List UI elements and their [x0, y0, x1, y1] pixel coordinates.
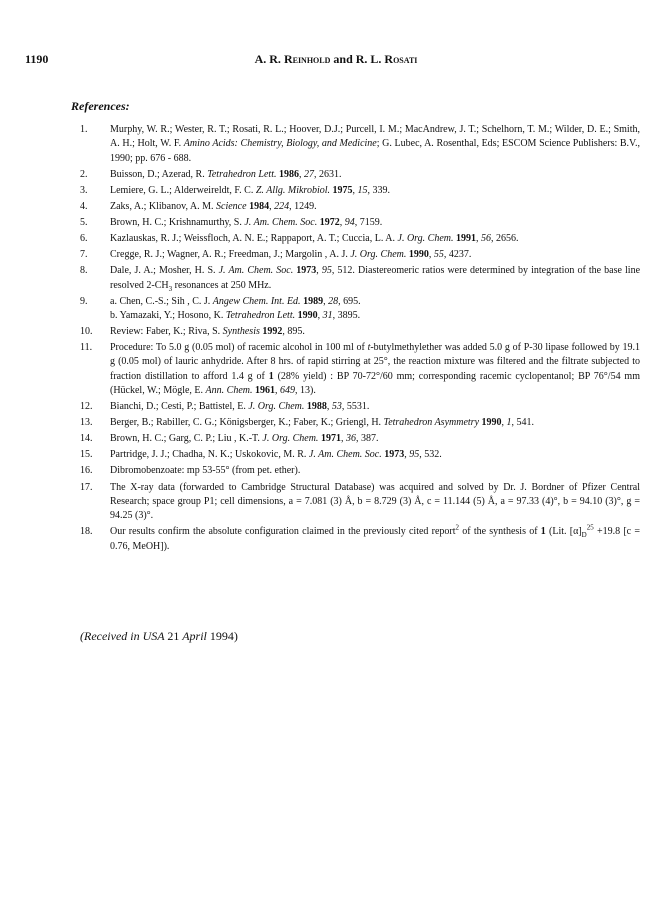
running-head-prefix: A. R.	[254, 52, 284, 66]
reference-14	[80, 432, 640, 446]
reference-6	[80, 232, 640, 246]
reference-text: Dale, J. A.; Mosher, H. S. J. Am. Chem. Soc. 1973, 95, 512. Diastereomeric ratios were determined by integration of the base line resolved $2-CH_3$ resonances at 250 MHz.	[110, 265, 641, 293]
reference-number: 6.	[80, 233, 88, 245]
reference-text: Zaks, A.; Klibanov, A. M. Science 1984, 224, 1249.	[110, 200, 317, 212]
reference-4	[80, 200, 640, 214]
reference-9a: a. Chen, C.-S.; Sih , C. J. Angew Chem. Int. Ed. 1989, 28, 695.	[110, 295, 361, 307]
reference-text: Partridge, J. J.; Chadha, N. K.; Uskokovic, M. R. J. Am. Chem. Soc. 1973, 95, 532.	[110, 449, 442, 461]
reference-number: 17.	[80, 481, 93, 493]
reference-number: 14.	[80, 433, 93, 445]
reference-text: Murphy, W. R.; Wester, R. T.; Rosati, R. L.; Hoover, D.J.; Purcell, I. M.; MacAndrew, J. T.; Schelhorn, T. M.; Wilder, D. E.; Smith, A. H.; Holt, W. F. Amino Acids: Chemistry, Biology, and Medicine; G. Lubec, A. Rosenthal, Eds; ESCOM Science Publishers: B.V., 1990; pp. 676 - 688.	[110, 124, 640, 164]
reference-18	[80, 525, 640, 554]
reference-number: 15.	[80, 449, 93, 461]
reference-5	[80, 216, 640, 230]
reference-number: 8.	[80, 265, 88, 277]
reference-text: Berger, B.; Rabiller, C. G.; Königsberger, K.; Faber, K.; Griengl, H. Tetrahedron Asymmetry 1990, 1, 541.	[110, 417, 535, 429]
reference-number: 2.	[80, 168, 88, 180]
reference-number: 12.	[80, 401, 93, 413]
reference-text: Lemiere, G. L.; Alderweireldt, F. C. Z. Allg. Mikrobiol. 1975, 15, 339.	[110, 184, 391, 196]
reference-text: Kazlauskas, R. J.; Weissfloch, A. N. E.; Rappaport, A. T.; Cuccia, L. A. J. Org. Chem. 1991, 56, 2656.	[110, 233, 519, 245]
reference-number: 18.	[80, 526, 93, 538]
reference-15	[80, 448, 640, 462]
reference-text: Our results confirm the absolute configuration claimed in the previously cited report$^2$ of the synthesis of 1 (Lit. $[\alpha]_D^{25} +19.8$ [c = 0.76, MeOH]).	[110, 523, 640, 552]
reference-text	[110, 295, 640, 324]
reference-number: 9.	[80, 295, 88, 307]
running-head	[0, 52, 672, 67]
reference-number: 13.	[80, 417, 93, 429]
references-list	[80, 123, 640, 556]
reference-number: 3.	[80, 184, 88, 196]
reference-text: Review: Faber, K.; Riva, S. Synthesis 1992, 895.	[110, 326, 305, 338]
reference-number: 1.	[80, 124, 88, 135]
reference-text: Buisson, D.; Azerad, R. Tetrahedron Lett. 1986, 27, 2631.	[110, 168, 342, 180]
reference-number: 7.	[80, 249, 88, 261]
reference-13	[80, 416, 640, 430]
reference-16	[80, 464, 640, 478]
reference-number: 5.	[80, 216, 88, 228]
reference-17	[80, 481, 640, 524]
reference-number: 10.	[80, 326, 93, 338]
reference-text: Dibromobenzoate: mp 53-55° (from pet. ether).	[110, 465, 301, 477]
reference-12	[80, 400, 640, 414]
reference-text: Bianchi, D.; Cesti, P.; Battistel, E. J. Org. Chem. 1988, 53, 5531.	[110, 401, 370, 413]
reference-text: Procedure: To 5.0 g (0.05 mol) of racemic alcohol in 100 ml of t-butylmethylether was added 5.0 g of P-30 lipase followed by 19.1 g (0.05 mol) of lauric anhydride. After 8 hrs. of rapid stirring at 25°, the reaction mixture was filtered and the filtrate subjected to fraction distillation to afford 1.4 g of 1 (28% yield) : BP 70-72°/60 mm; corresponding racemic cyclopentanol; BP 76°/54 mm (Hückel, W.; Mögle, E. Ann. Chem. 1961, 649, 13).	[110, 342, 640, 397]
reference-text: The X-ray data (forwarded to Cambridge Structural Database) was acquired and solved by Dr. J. Bordner of Pfizer Central Research; space group P1; cell dimensions, a = 7.081 (3) Å, b = 8.729 (3) Å, c = 11.144 (5) Å, a = 97.33 (4)°, b = 94.10 (3)°, g = 94.25 (3)°.	[110, 481, 640, 522]
reference-2	[80, 168, 640, 182]
reference-number: 16.	[80, 465, 93, 477]
reference-3	[80, 184, 640, 198]
author-reinhold: Reinhold	[283, 52, 331, 66]
reference-text: Cregge, R. J.; Wagner, A. R.; Freedman, J.; Margolin , A. J. J. Org. Chem. 1990, 55, 4237.	[110, 249, 472, 261]
reference-8	[80, 264, 640, 293]
reference-text: Brown, H. C.; Garg, C. P.; Liu , K.-T. J. Org. Chem. 1971, 36, 387.	[110, 433, 379, 445]
reference-1	[80, 123, 640, 166]
running-head-middle: and R. L.	[330, 52, 385, 66]
reference-11	[80, 341, 640, 398]
reference-number: 4.	[80, 200, 88, 212]
reference-text: Brown, H. C.; Krishnamurthy, S. J. Am. Chem. Soc. 1972, 94, 7159.	[110, 216, 383, 228]
reference-number: 11.	[80, 342, 93, 354]
page-number: 1190	[25, 52, 49, 66]
reference-7	[80, 248, 640, 262]
author-rosati: Rosati	[384, 52, 418, 66]
reference-10	[80, 325, 640, 339]
reference-9	[80, 295, 640, 324]
received-date: (Received in USA 21 April 1994)	[80, 629, 238, 643]
reference-9b: b. Yamazaki, Y.; Hosono, K. Tetrahedron Lett. 1990, 31, 3895.	[110, 309, 361, 321]
references-heading: References:	[71, 99, 130, 113]
